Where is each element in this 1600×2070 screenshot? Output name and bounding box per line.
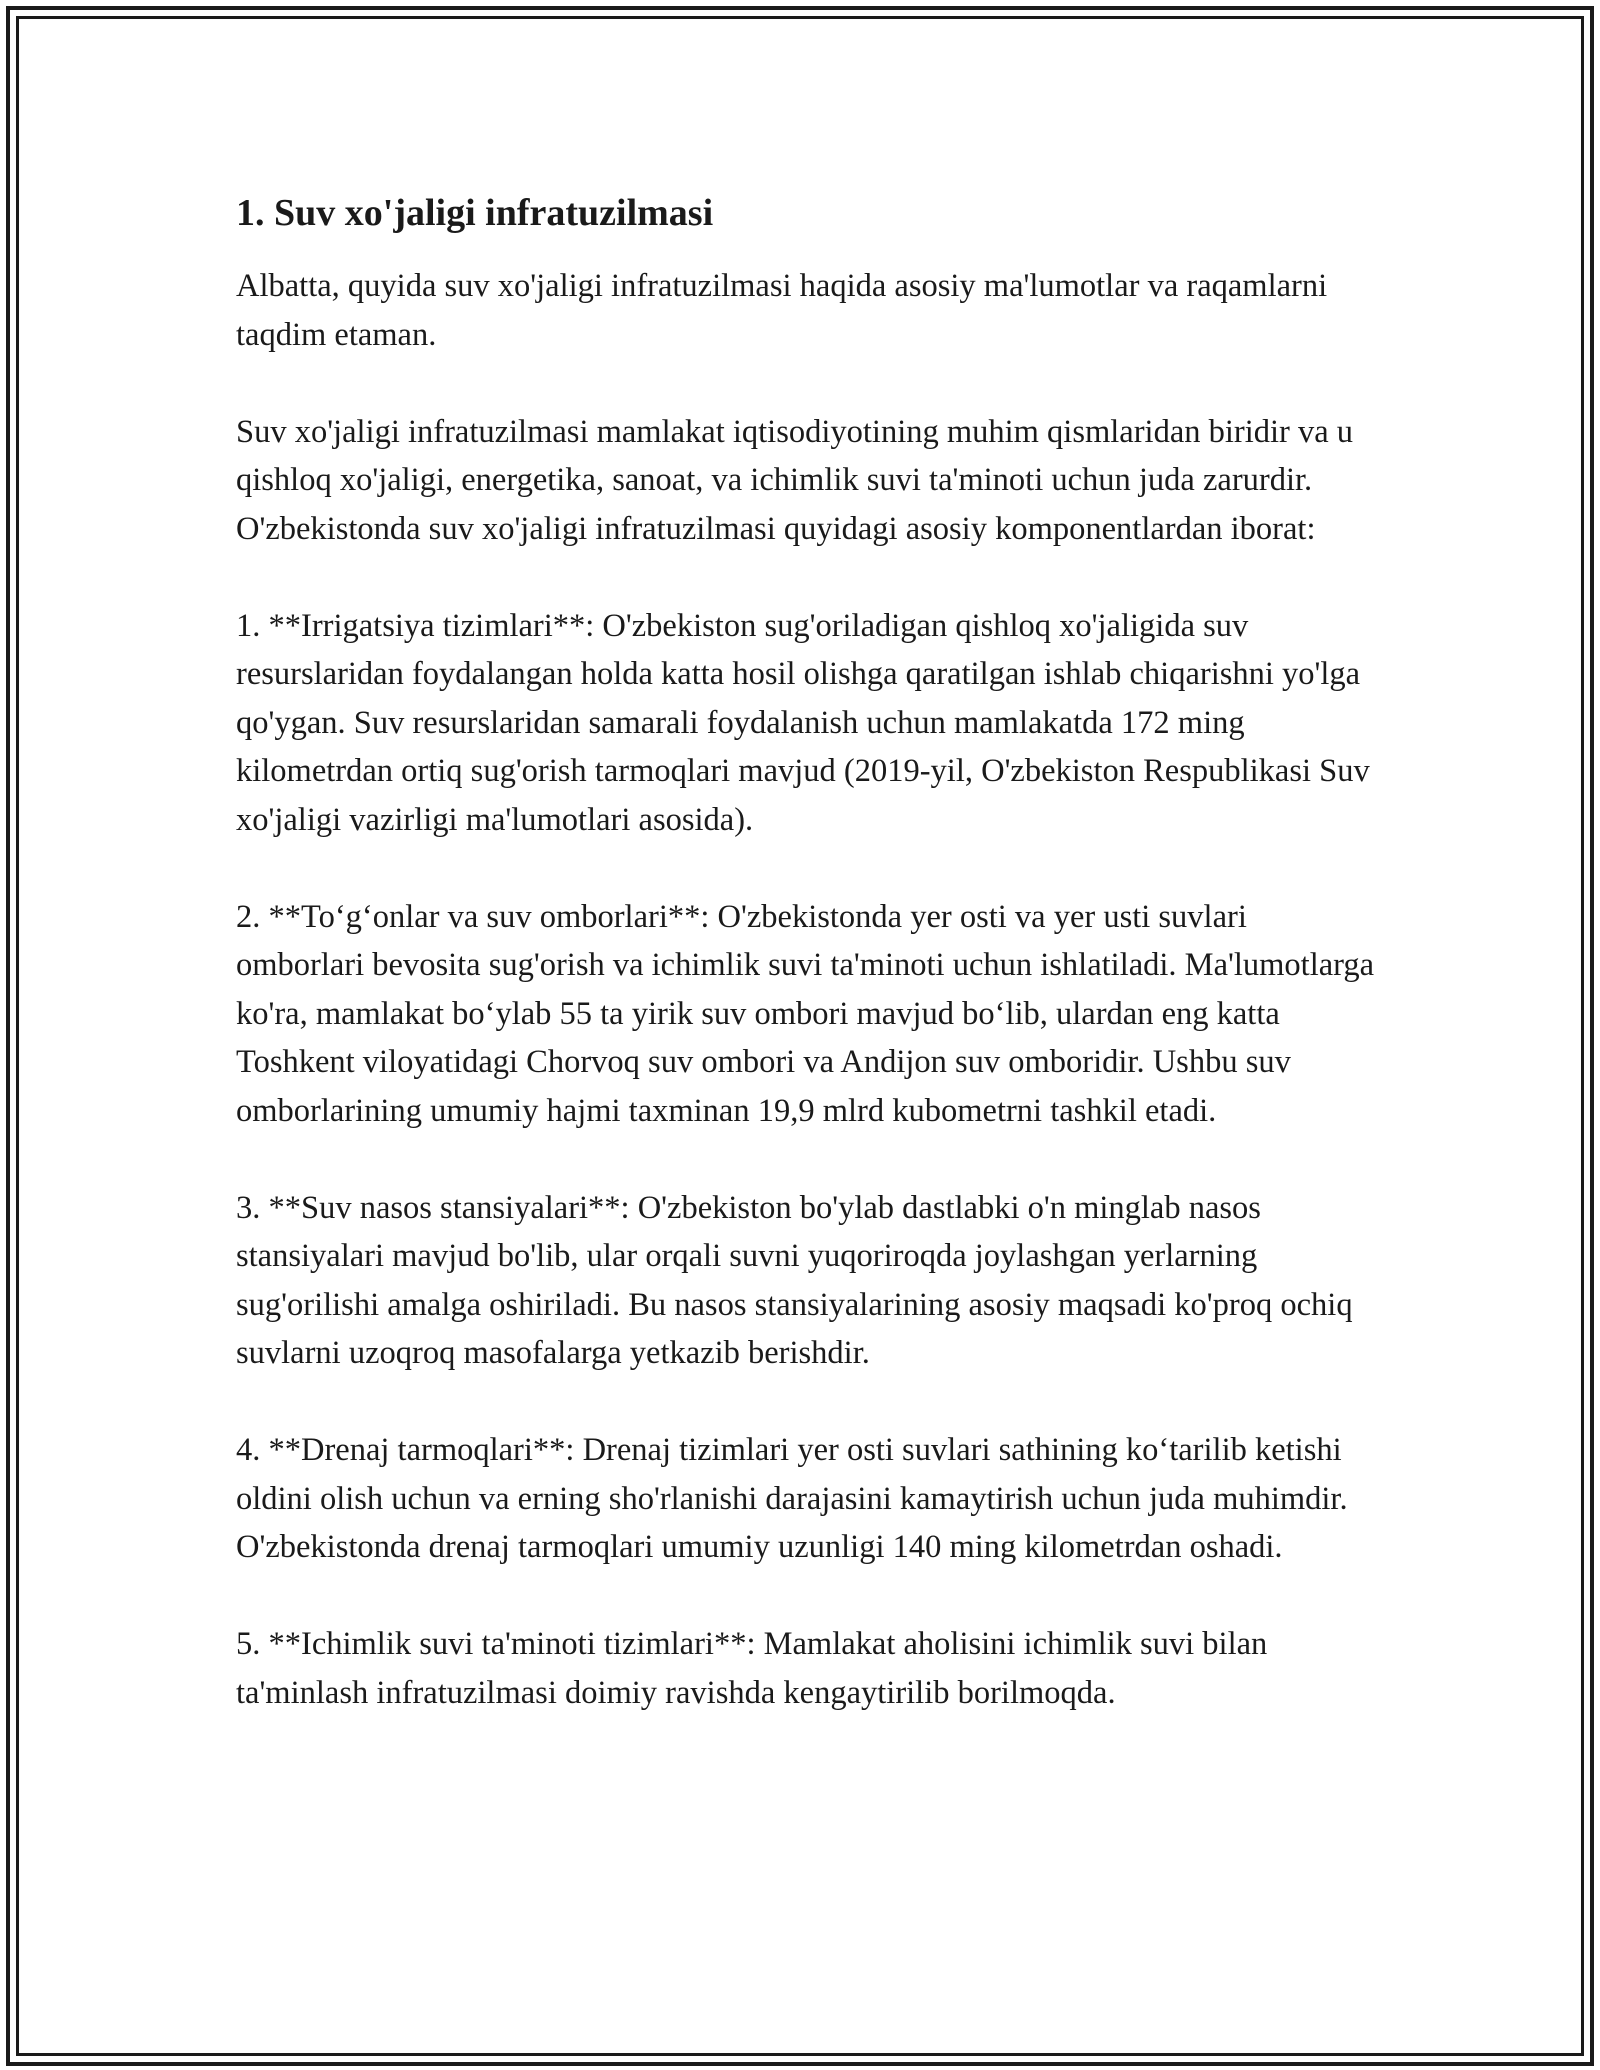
document-body (236, 186, 1376, 1717)
paragraph-drinking-water: 5. **Ichimlik suvi ta'minoti tizimlari**: Mamlakat aholisini ichimlik suvi bilan ta'minlash infratuzilmasi doimiy ravishda kengaytirilib borilmoqda. (236, 1626, 1268, 1711)
paragraph-dams-reservoirs: 2. **To‘g‘onlar va suv omborlari**: O'zbekistonda yer osti va yer usti suvlari omborlari bevosita sug'orish va ichimlik suvi ta'minoti uchun ishlatiladi. Ma'lumotlarga ko'ra, mamlakat bo‘ylab 55 ta yirik suv ombori mavjud bo‘lib, ulardan eng katta Toshkent viloyatidagi Chorvoq suv ombori va Andijon suv omboridir. Ushbu suv omborlarining umumiy hajmi taxminan 19,9 mlrd kubometrni tashkil etadi. (236, 898, 1375, 1129)
paragraph-pump-stations: 3. **Suv nasos stansiyalari**: O'zbekiston bo'ylab dastlabki o'n minglab nasos stansiyalari mavjud bo'lib, ular orqali suvni yuqoriroqda joylashgan yerlarning sug'orilishi amalga oshiriladi. Bu nasos stansiyalarining asosiy maqsadi ko'proq ochiq suvlarni uzoqroq masofalarga yetkazib berishdir. (236, 1189, 1353, 1371)
paragraph-overview: Suv xo'jaligi infratuzilmasi mamlakat iqtisodiyotining muhim qismlaridan biridir va u qishloq xo'jaligi, energetika, sanoat, va ichimlik suvi ta'minoti uchun juda zarurdir. O'zbekistonda suv xo'jaligi infratuzilmasi quyidagi asosiy komponentlardan iborat: (236, 413, 1354, 547)
paragraph-intro: Albatta, quyida suv xo'jaligi infratuzilmasi haqida asosiy ma'lumotlar va raqamlarni taqdim etaman. (236, 268, 1328, 353)
paragraph-drainage: 4. **Drenaj tarmoqlari**: Drenaj tizimlari yer osti suvlari sathining ko‘tarilib ketishi oldini olish uchun va erning sho'rlanishi darajasini kamaytirish uchun juda muhimdir. O'zbekistonda drenaj tarmoqlari umumiy uzunligi 140 ming kilometrdan oshadi. (236, 1432, 1348, 1565)
paragraph-irrigation: 1. **Irrigatsiya tizimlari**: O'zbekiston sug'oriladigan qishloq xo'jaligida suv resurslaridan foydalangan holda katta hosil olishga qaratilgan ishlab chiqarishni yo'lga qo'ygan. Suv resurslaridan samarali foydalanish uchun mamlakatda 172 ming kilometrdan ortiq sug'orish tarmoqlari mavjud (2019-yil, O'zbekiston Respublikasi Suv xo'jaligi vazirligi ma'lumotlari asosida). (236, 607, 1370, 838)
document-title: 1. Suv xo'jaligi infratuzilmasi (236, 192, 714, 234)
